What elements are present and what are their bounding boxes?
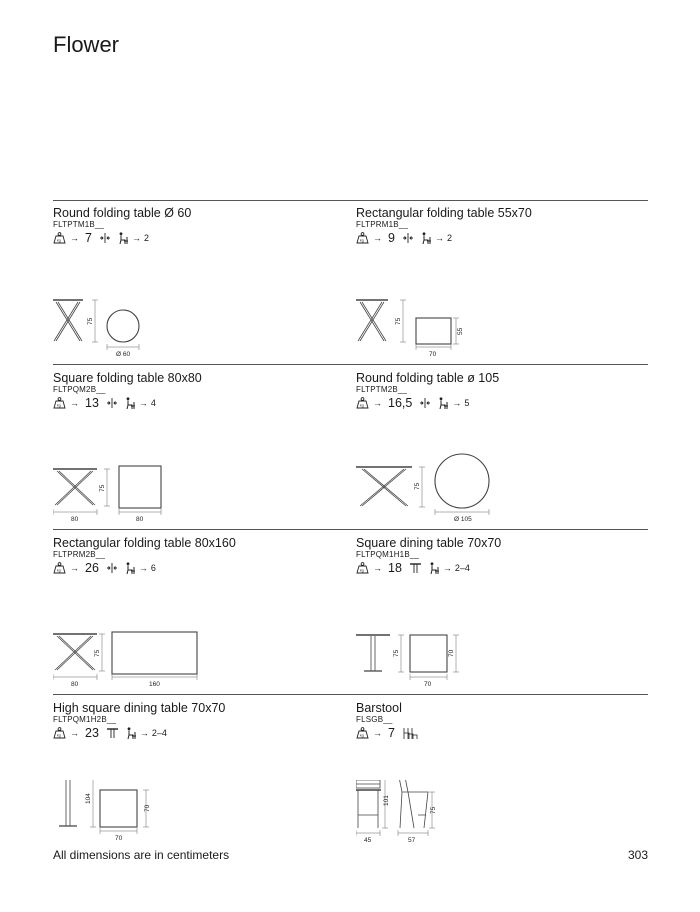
seats-arrow: → [138,398,148,408]
stackable-chairs-icon [402,727,418,740]
product-specs [356,560,470,576]
product-square-folding-table-80x80 [53,366,345,530]
weight-value: 26 [85,561,99,575]
weight-value: 9 [388,231,395,245]
seating-icon [420,232,432,245]
technical-drawing [356,285,648,365]
seats-arrow: → [139,728,149,738]
weight-value: 16,5 [388,396,413,410]
weight-icon [53,232,66,244]
product-name: Round folding table ø 105 [356,371,500,385]
top-view-square [119,466,161,508]
side-view [53,469,97,505]
product-square-dining-table-70x70 [356,531,648,695]
svg-text:kg: kg [57,733,61,738]
product-high-square-dining-table-70x70 [53,696,345,860]
weight-icon [53,397,66,409]
dim-width: 70 [115,835,123,842]
seats-value: 4 [150,398,156,408]
product-code: FLTPRM2B__ [53,550,106,559]
seats-arrow: → [131,233,141,243]
product-specs [356,395,469,411]
product-specs [53,230,149,246]
weight-value: 7 [388,726,395,740]
weight-value: 7 [85,231,92,245]
page-number: 303 [627,848,648,862]
top-view-square [410,635,447,672]
dim-side-width: 80 [71,516,79,523]
svg-text:kg: kg [57,238,61,243]
seating-icon [437,397,449,410]
side-view [398,780,428,828]
svg-text:kg: kg [360,568,364,573]
top-view-rect [112,632,197,674]
product-specs [53,395,156,411]
dim-width: 70 [424,681,432,688]
footer-note: All dimensions are in centimeters [53,848,230,862]
folding-icon [106,562,118,574]
dim-depth: 70 [144,804,151,812]
arrow-icon: → [373,233,382,243]
dim-top-width: 160 [149,681,160,688]
arrow-icon: → [70,398,79,408]
seats-value: 6 [150,563,156,573]
seating-icon [124,397,136,410]
product-name: Barstool [356,701,402,715]
dim-diameter: Ø 60 [116,351,131,358]
dim-height: 75 [395,317,402,325]
dim-depth: 57 [408,837,416,844]
product-round-folding-table-105 [356,366,648,530]
product-round-folding-table-60 [53,201,345,365]
product-code: FLTPRM1B__ [356,220,409,229]
top-view-circle [435,454,489,508]
seats-value: 2–4 [151,728,167,738]
product-specs [53,725,167,741]
seating-icon [125,727,137,740]
arrow-icon: → [373,728,382,738]
weight-value: 13 [85,396,99,410]
arrow-icon: → [70,728,79,738]
top-view-square [100,790,137,827]
folding-icon [106,397,118,409]
dim-height: 75 [87,317,94,325]
product-code: FLTPQM2B__ [53,385,106,394]
product-specs [53,560,156,576]
dim-height: 75 [414,482,421,490]
product-specs [356,230,452,246]
side-view [356,635,390,671]
side-view [356,300,388,341]
dim-depth: 70 [448,649,455,657]
product-code: FLTPTM2B__ [356,385,408,394]
product-code: FLTPQM1H2B__ [53,715,117,724]
product-barstool [356,696,648,860]
product-name: Round folding table Ø 60 [53,206,192,220]
seats-value: 5 [464,398,470,408]
dim-height: 75 [94,649,101,657]
folding-icon [402,232,414,244]
page-title: Flower [53,32,120,57]
dim-top-width: 80 [136,516,144,523]
arrow-icon: → [373,398,382,408]
side-view [356,467,412,506]
seats-arrow: → [452,398,462,408]
dim-side-width: 80 [71,681,79,688]
product-name: Rectangular folding table 80x160 [53,536,236,550]
technical-drawing [356,615,648,695]
technical-drawing [356,780,648,860]
top-view-circle [107,310,139,342]
top-view-rect [416,318,451,344]
seats-arrow: → [138,563,148,573]
arrow-icon: → [70,563,79,573]
svg-text:kg: kg [360,403,364,408]
svg-text:kg: kg [360,238,364,243]
seating-icon [117,232,129,245]
dim-width: 70 [429,351,437,358]
dim-height: 75 [393,649,400,657]
dim-height: 75 [99,484,106,492]
product-code: FLTPTM1B__ [53,220,105,229]
seats-arrow: → [442,563,452,573]
product-name: Square folding table 80x80 [53,371,202,385]
weight-icon [356,232,369,244]
seats-value: 2–4 [454,563,470,573]
weight-icon [356,397,369,409]
svg-text:kg: kg [57,403,61,408]
side-view [53,780,83,826]
side-view [53,634,97,670]
product-name: High square dining table 70x70 [53,701,226,715]
weight-icon [53,727,66,739]
dim-height-back: 101 [383,795,390,806]
dim-height: 104 [85,793,92,804]
product-name: Square dining table 70x70 [356,536,502,550]
dim-depth: 55 [457,327,464,335]
product-code: FLSGB__ [356,715,393,724]
dim-width: 45 [364,837,372,844]
weight-value: 18 [388,561,402,575]
weight-icon [356,562,369,574]
technical-drawing [53,615,345,695]
folding-icon [419,397,431,409]
seating-icon [428,562,440,575]
pedestal-table-icon [106,727,119,739]
dim-height-seat: 75 [430,806,437,814]
arrow-icon: → [373,563,382,573]
arrow-icon: → [70,233,79,243]
front-view [356,780,381,828]
seats-arrow: → [434,233,444,243]
weight-icon [53,562,66,574]
technical-drawing [53,450,345,530]
seats-value: 2 [143,233,149,243]
technical-drawing [53,285,345,365]
seats-value: 2 [446,233,452,243]
dim-diameter: Ø 105 [454,516,472,523]
svg-text:kg: kg [57,568,61,573]
weight-icon [356,727,369,739]
product-rectangular-folding-table-55x70 [356,201,648,365]
seating-icon [124,562,136,575]
product-name: Rectangular folding table 55x70 [356,206,532,220]
pedestal-table-icon [409,562,422,574]
weight-value: 23 [85,726,99,740]
product-specs [356,725,418,741]
svg-text:kg: kg [360,733,364,738]
technical-drawing [356,450,648,530]
product-rectangular-folding-table-80x160 [53,531,345,695]
side-view [53,300,83,341]
product-code: FLTPQM1H1B__ [356,550,420,559]
folding-icon [99,232,111,244]
